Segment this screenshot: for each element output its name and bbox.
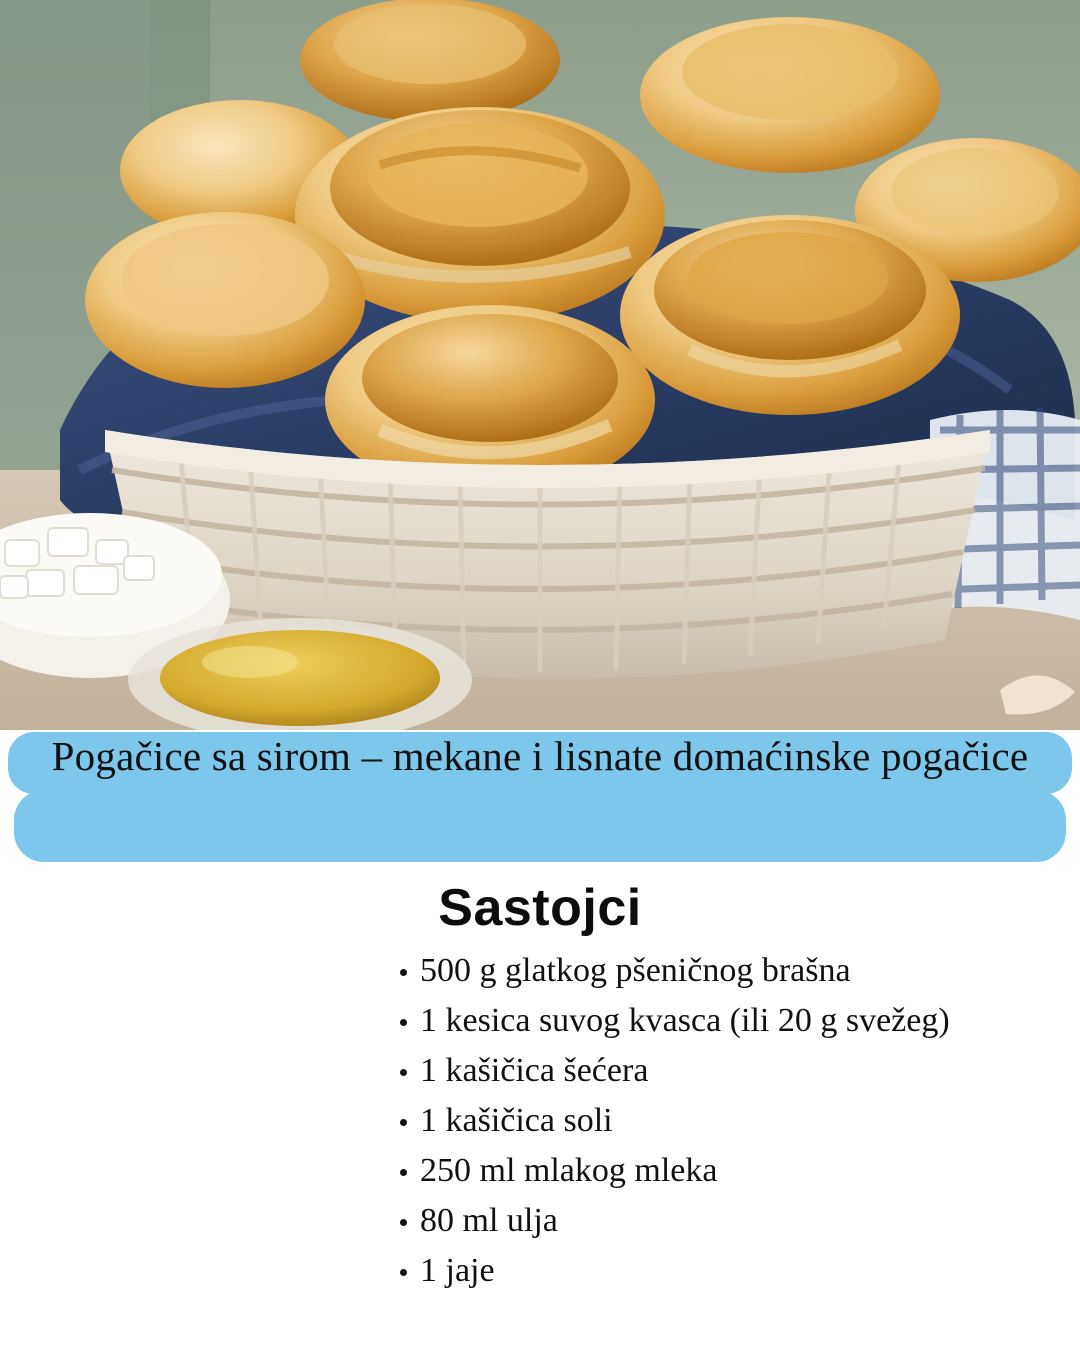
- ingredients-section: [0, 864, 1080, 1350]
- list-item: 1 kesica suvog kvasca (ili 20 g svežeg): [0, 996, 1080, 1046]
- list-item: 1 kašičica šećera: [0, 1046, 1080, 1096]
- list-item: 1 kašičica soli: [0, 1096, 1080, 1146]
- ingredients-heading: Sastojci: [438, 879, 642, 937]
- list-item: 250 ml mlakog mleka: [0, 1146, 1080, 1196]
- recipe-title: Pogačice sa sirom – mekane i lisnate domaćinske pogačice: [51, 733, 1029, 779]
- list-item: 80 ml ulja: [0, 1196, 1080, 1246]
- title-highlight-bottom: [14, 790, 1066, 862]
- ingredients-list: [0, 946, 1080, 1296]
- list-item: 1 jaje: [0, 1246, 1080, 1296]
- title-block: [0, 724, 1080, 864]
- list-item: 500 g glatkog pšeničnog brašna: [0, 946, 1080, 996]
